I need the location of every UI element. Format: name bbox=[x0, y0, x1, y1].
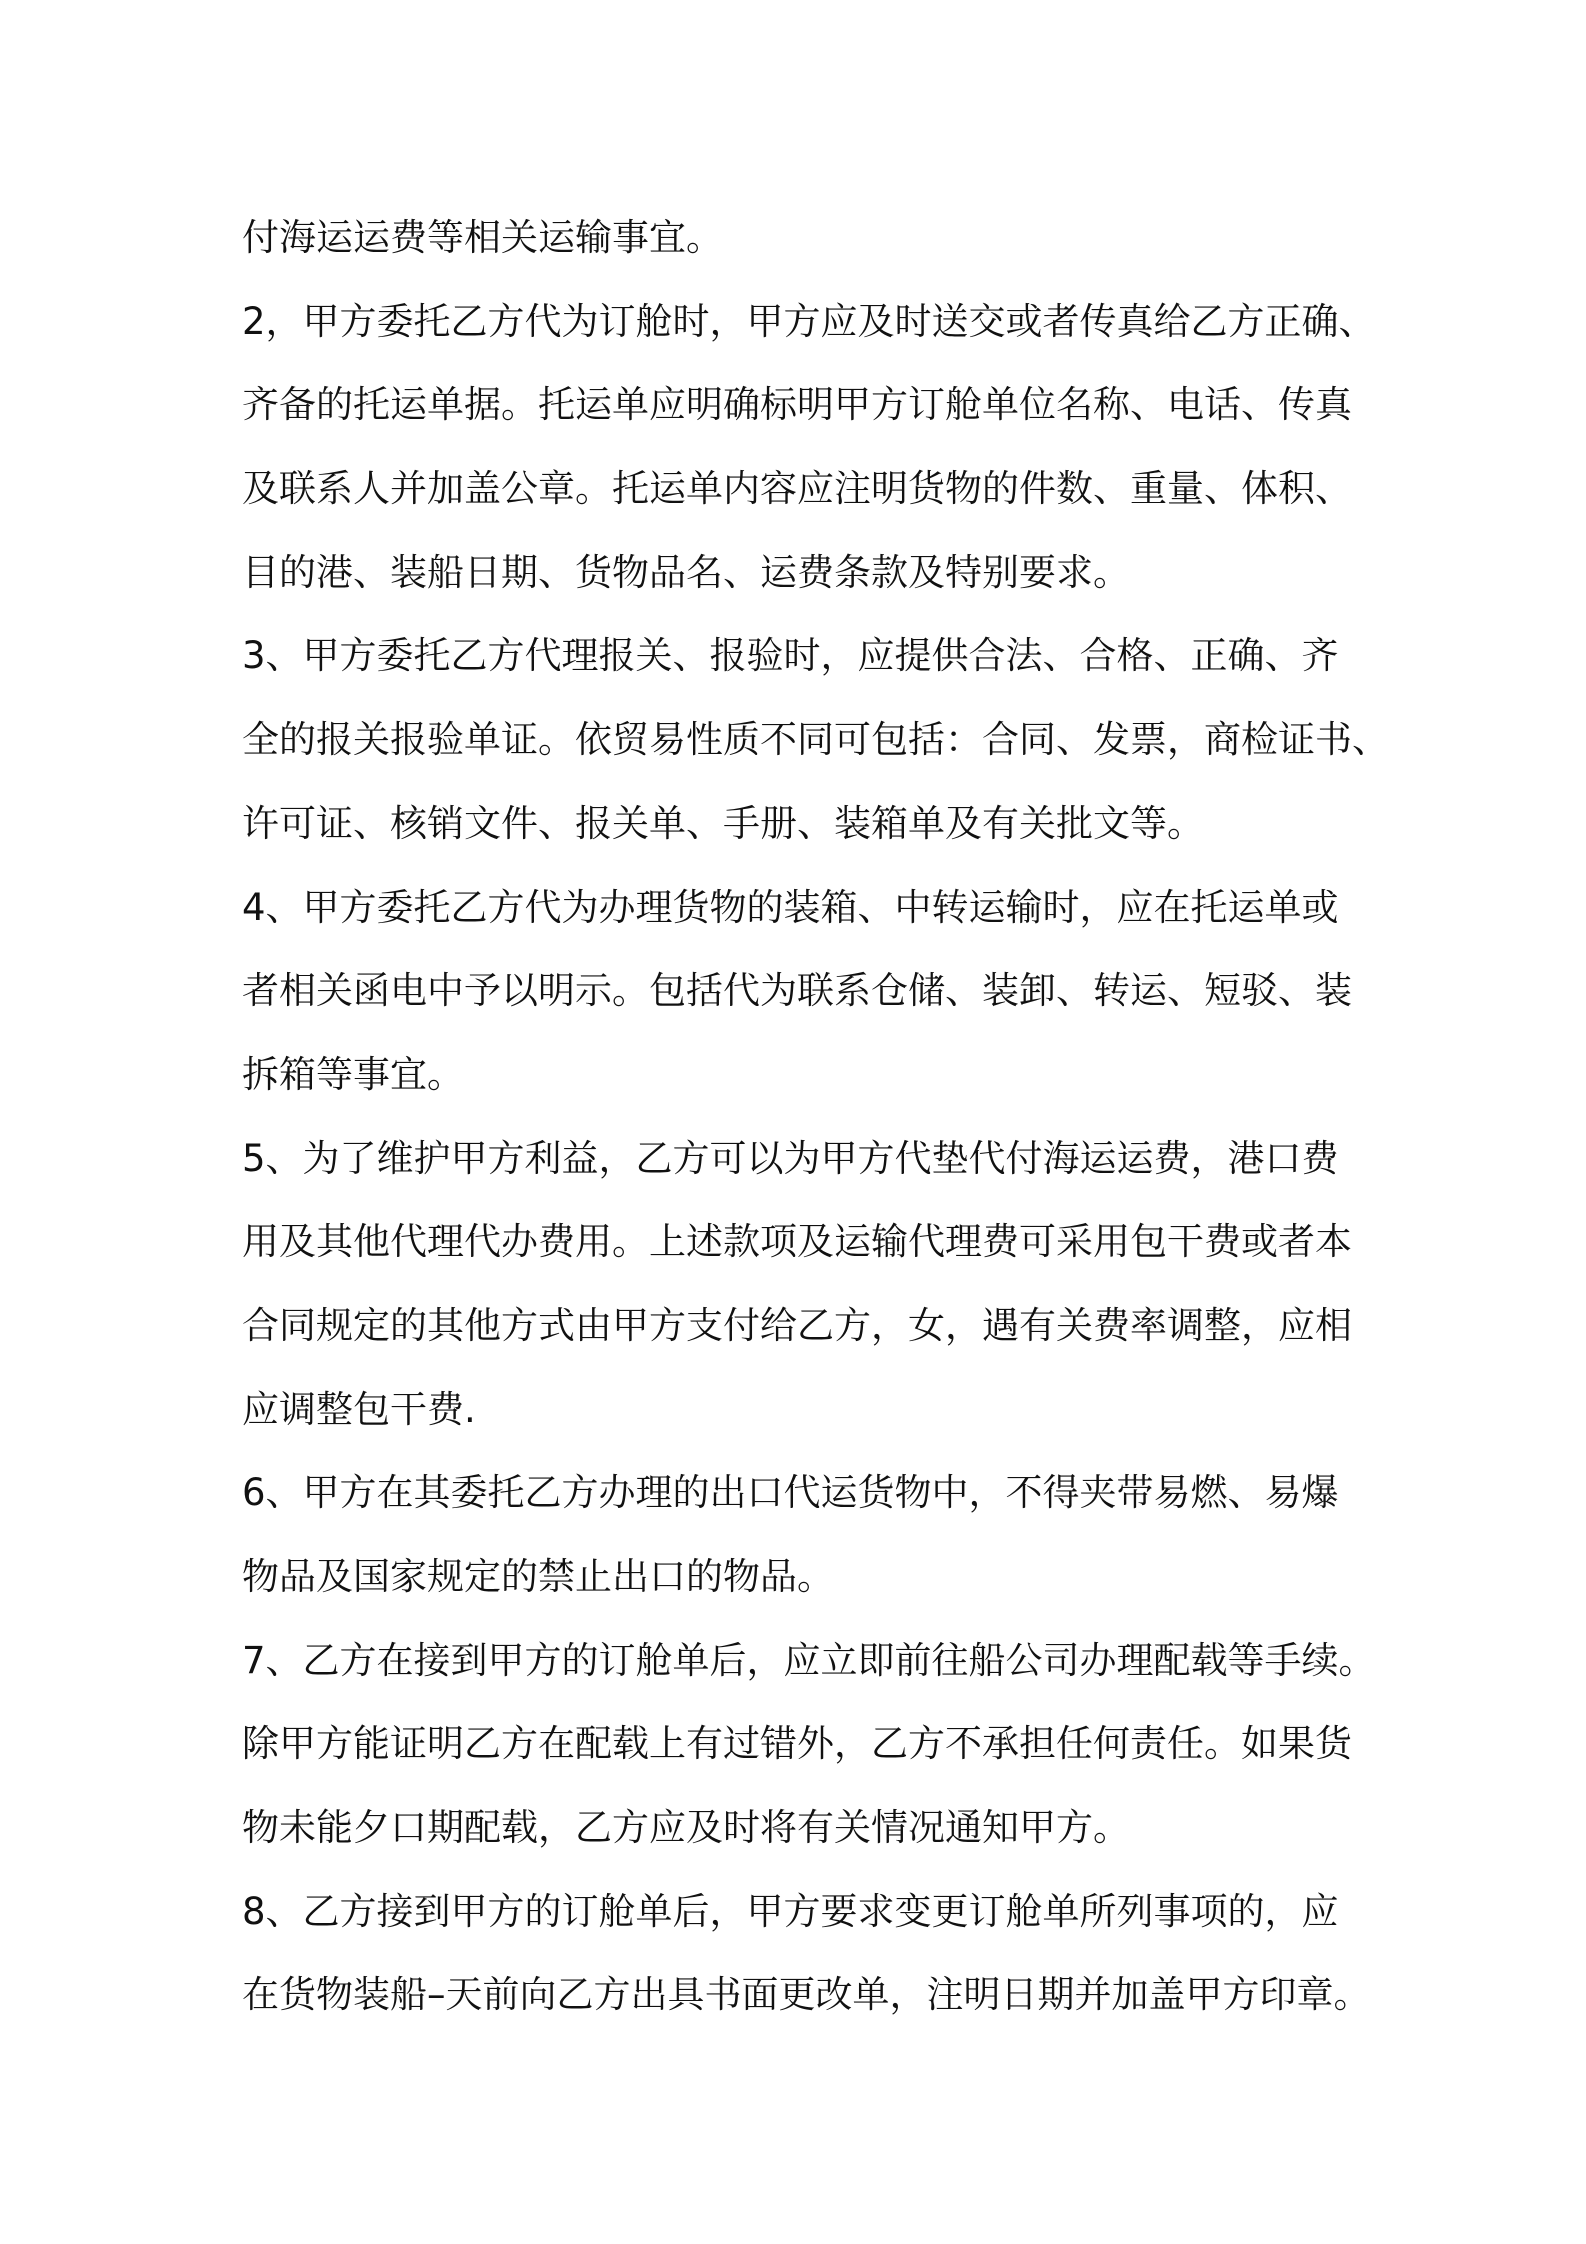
clause-8-line: 8、乙方接到甲方的订舱单后，甲方要求变更订舱单所列事项的，应 bbox=[242, 1889, 1339, 1933]
text-line: 付海运运费等相关运输事宜。 bbox=[242, 216, 723, 259]
clause-6-line: 6、甲方在其委托乙方办理的出口代运货物中，不得夹带易燃、易爆 bbox=[242, 1471, 1339, 1515]
contract-text bbox=[242, 196, 1389, 2037]
text-line: 用及其他代理代办费用。上述款项及运输代理费可采用包干费或者本 bbox=[242, 1220, 1352, 1264]
text-line: 除甲方能证明乙方在配载上有过错外，乙方不承担任何责任。如果货 bbox=[242, 1722, 1352, 1766]
text-line: 在货物装船–天前向乙方出具书面更改单，注明日期并加盖甲方印章。 bbox=[242, 1973, 1371, 2017]
text-line: 许可证、核销文件、报关单、手册、装箱单及有关批文等。 bbox=[242, 801, 1204, 845]
clause-2-line: 2，甲方委托乙方代为订舱时，甲方应及时送交或者传真给乙方正确、 bbox=[242, 299, 1376, 343]
text-line: 物未能夕口期配载，乙方应及时将有关情况通知甲方。 bbox=[242, 1806, 1130, 1850]
text-line: 及联系人并加盖公章。托运单内容应注明货物的件数、重量、体积、 bbox=[242, 467, 1352, 511]
text-line: 合同规定的其他方式由甲方支付给乙方，女，遇有关费率调整，应相 bbox=[242, 1303, 1352, 1347]
text-line: 齐备的托运单据。托运单应明确标明甲方订舱单位名称、电话、传真 bbox=[242, 383, 1352, 427]
text-line: 全的报关报验单证。依贸易性质不同可包括：合同、发票，商检证书、 bbox=[242, 718, 1389, 762]
text-line: 目的港、装船日期、货物品名、运费条款及特别要求。 bbox=[242, 550, 1130, 594]
clause-5-line: 5、为了维护甲方利益，乙方可以为甲方代垫代付海运运费，港口费 bbox=[242, 1136, 1339, 1180]
clause-4-line: 4、甲方委托乙方代为办理货物的装箱、中转运输时，应在托运单或 bbox=[242, 885, 1339, 929]
clause-3-line: 3、甲方委托乙方代理报关、报验时，应提供合法、合格、正确、齐 bbox=[242, 634, 1339, 678]
text-line: 拆箱等事宜。 bbox=[242, 1052, 464, 1096]
text-line: 者相关函电中予以明示。包括代为联系仓储、装卸、转运、短驳、装 bbox=[242, 969, 1352, 1013]
clause-7-line: 7、乙方在接到甲方的订舱单后，应立即前往船公司办理配载等手续。 bbox=[242, 1638, 1376, 1682]
text-line: 物品及国家规定的禁止出口的物品。 bbox=[242, 1555, 834, 1598]
text-line: 应调整包干费. bbox=[242, 1387, 476, 1431]
